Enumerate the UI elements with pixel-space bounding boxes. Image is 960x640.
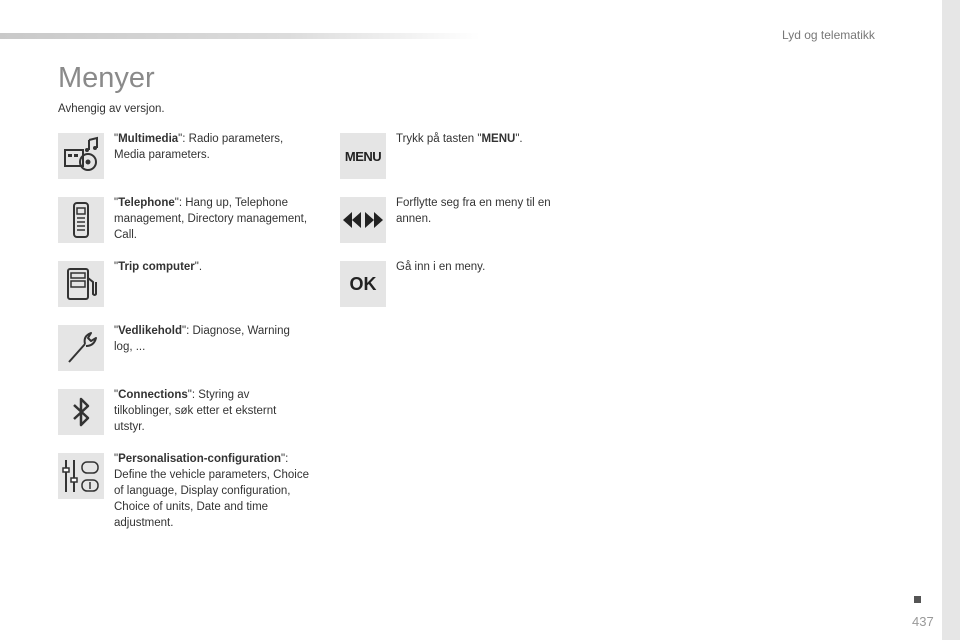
menu-key-icon: MENU (340, 133, 386, 179)
personalisation-description: "Personalisation-configuration": Define the vehicle parameters, Choice of language, Display configuration, Choice of units, Date and time adjustment. (114, 453, 309, 529)
trip-computer-icon (58, 261, 104, 307)
page-number: 437 (912, 614, 934, 629)
settings-sliders-icon (58, 453, 104, 499)
maintenance-description: "Vedlikehold": Diagnose, Warning log, ... (114, 325, 290, 353)
list-item-trip-computer (58, 261, 309, 307)
bluetooth-icon (58, 389, 104, 435)
multimedia-description: "Multimedia": Radio parameters, Media parameters. (114, 133, 284, 161)
list-item-maintenance (58, 325, 309, 371)
list-item-navigate (340, 197, 576, 243)
connections-description: "Connections": Styring av tilkoblinger, søk etter et eksternt utstyr. (114, 389, 277, 433)
list-item-personalisation (58, 453, 314, 531)
list-item-telephone (58, 197, 309, 243)
page-marker (914, 596, 921, 603)
page-edge-strip (942, 0, 960, 640)
arrows-icon (340, 197, 386, 243)
telephone-description: "Telephone": Hang up, Telephone management, Directory management, Call. (114, 197, 308, 241)
trip-computer-description: "Trip computer". (114, 261, 203, 273)
ok-key-description: Gå inn i en meny. (396, 261, 486, 273)
page-subtitle: Avhengig av versjon. (58, 103, 165, 115)
wrench-icon (58, 325, 104, 371)
navigate-description: Forflytte seg fra en meny til en annen. (396, 197, 551, 225)
telephone-icon (58, 197, 104, 243)
section-title: Lyd og telematikk (782, 28, 875, 42)
menu-key-description: Trykk på tasten "MENU". (396, 133, 523, 145)
multimedia-icon (58, 133, 104, 179)
header-bar (0, 33, 480, 39)
page-title: Menyer (58, 62, 155, 94)
list-item-connections (58, 389, 309, 435)
list-item-multimedia (58, 133, 309, 179)
list-item-menu-key (340, 133, 576, 179)
ok-key-icon: OK (340, 261, 386, 307)
list-item-ok-key (340, 261, 576, 307)
